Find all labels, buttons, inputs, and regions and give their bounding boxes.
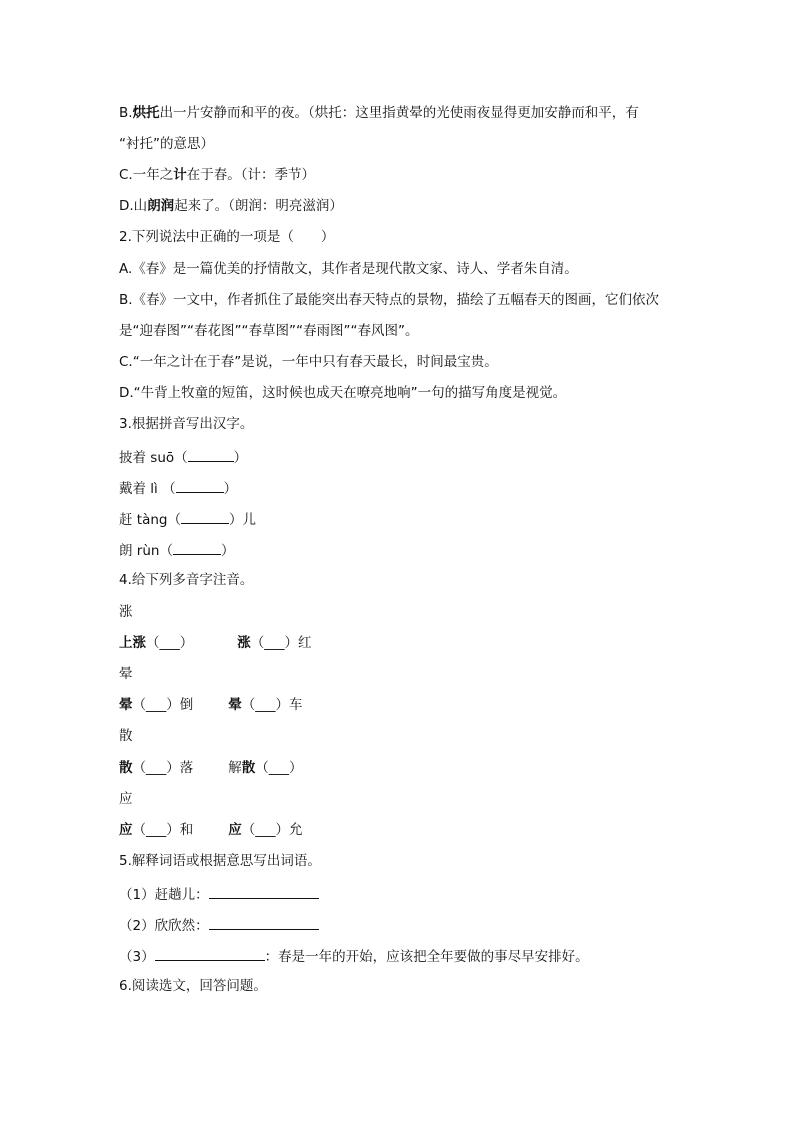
pinyin-close: ）儿 bbox=[228, 512, 256, 528]
pinyin-slot[interactable]: （___）车 bbox=[241, 697, 303, 713]
option-text: 起来了。（朗润：明亮滋润） bbox=[174, 198, 343, 214]
question-2-option-b-line2: 是“迎春图”“春花图”“春草图”“春雨图”“春风图”。 bbox=[119, 323, 419, 339]
option-b-line2: “衬托”的意思） bbox=[119, 136, 214, 152]
pinyin-prompt: 戴着 lì （ bbox=[119, 481, 176, 497]
answer-blank[interactable] bbox=[188, 447, 234, 462]
polyphone-char: 应 bbox=[119, 791, 133, 807]
option-text: D.山 bbox=[119, 198, 148, 214]
polyphone-row bbox=[119, 634, 312, 652]
pinyin-slot[interactable]: （___）落 bbox=[132, 760, 194, 776]
bold-term: 散 bbox=[241, 760, 256, 776]
answer-blank[interactable] bbox=[209, 884, 319, 899]
question-5: 5.解释词语或根据意思写出词语。 bbox=[119, 853, 321, 869]
pinyin-slot[interactable]: （___）和 bbox=[132, 822, 194, 838]
polyphone-row bbox=[119, 759, 303, 777]
pinyin-item bbox=[119, 478, 237, 498]
pinyin-slot[interactable]: （___） bbox=[255, 760, 303, 776]
pinyin-slot[interactable]: （___）允 bbox=[241, 822, 303, 838]
pinyin-close: ） bbox=[233, 450, 248, 466]
option-text: 出一片安静而和平的夜。（烘托：这里指黄晕的光使雨夜显得更加安静而和平，有 bbox=[159, 105, 639, 121]
pinyin-prompt: 披着 suō（ bbox=[119, 450, 188, 466]
pinyin-item bbox=[119, 540, 234, 560]
pinyin-prompt: 赶 tàng（ bbox=[119, 512, 181, 528]
answer-blank[interactable] bbox=[155, 946, 265, 961]
bold-term: 朗润 bbox=[147, 198, 175, 214]
answer-blank[interactable] bbox=[176, 478, 224, 493]
question-2-option-d: D.“牛背上牧童的短笛，这时候也成天在嘹亮地响”一句的描写角度是视觉。 bbox=[119, 385, 567, 401]
answer-blank[interactable] bbox=[181, 509, 229, 524]
pinyin-close: ） bbox=[223, 481, 238, 497]
vocab-item bbox=[119, 915, 319, 935]
option-text: C.一年之 bbox=[119, 167, 174, 183]
vocab-term: （2）欣欣然： bbox=[119, 918, 209, 934]
vocab-definition: ：春是一年的开始，应该把全年要做的事尽早安排好。 bbox=[264, 949, 589, 965]
option-c bbox=[119, 166, 315, 184]
polyphone-row bbox=[119, 696, 303, 714]
bold-term: 应 bbox=[228, 822, 242, 838]
question-4: 4.给下列多音字注音。 bbox=[119, 572, 254, 588]
answer-blank[interactable] bbox=[173, 540, 221, 555]
pinyin-slot[interactable]: （___） bbox=[146, 635, 194, 651]
polyphone-char: 涨 bbox=[119, 604, 133, 620]
term-prefix: 解 bbox=[228, 760, 242, 776]
bold-term: 应 bbox=[119, 822, 133, 838]
polyphone-char: 晕 bbox=[119, 666, 133, 682]
pinyin-close: ） bbox=[220, 543, 235, 559]
question-2-option-a: A.《春》是一篇优美的抒情散文，其作者是现代散文家、诗人、学者朱自清。 bbox=[119, 261, 578, 277]
bold-term: 散 bbox=[119, 760, 133, 776]
bold-term: 计 bbox=[173, 167, 187, 183]
option-text: 在于春。（计：季节） bbox=[186, 167, 315, 183]
polyphone-row bbox=[119, 821, 303, 839]
option-b-line1 bbox=[119, 104, 639, 122]
polyphone-char: 散 bbox=[119, 728, 133, 744]
bold-term: 晕 bbox=[119, 697, 133, 713]
question-2: 2.下列说法中正确的一项是（ ） bbox=[119, 229, 335, 245]
question-2-option-b-line1: B.《春》一文中，作者抓住了最能突出春天特点的景物，描绘了五幅春天的图画，它们依次 bbox=[119, 292, 660, 308]
bold-term: 烘托 bbox=[132, 105, 160, 121]
vocab-number: （3） bbox=[119, 949, 155, 965]
question-6: 6.阅读选文，回答问题。 bbox=[119, 978, 267, 994]
bold-term: 晕 bbox=[228, 697, 242, 713]
vocab-term: （1）赶趟儿： bbox=[119, 887, 209, 903]
bold-term: 涨 bbox=[237, 635, 251, 651]
question-3: 3.根据拼音写出汉字。 bbox=[119, 416, 254, 432]
pinyin-prompt: 朗 rùn（ bbox=[119, 543, 173, 559]
pinyin-item bbox=[119, 447, 247, 467]
option-d bbox=[119, 197, 343, 215]
pinyin-slot[interactable]: （___）倒 bbox=[132, 697, 194, 713]
answer-blank[interactable] bbox=[209, 915, 319, 930]
option-label: B. bbox=[119, 105, 133, 121]
pinyin-item bbox=[119, 509, 256, 529]
pinyin-slot[interactable]: （___）红 bbox=[250, 635, 312, 651]
vocab-item bbox=[119, 884, 319, 904]
question-2-option-c: C.“一年之计在于春”是说，一年中只有春天最长，时间最宝贵。 bbox=[119, 354, 498, 370]
vocab-item bbox=[119, 946, 589, 966]
bold-term: 上涨 bbox=[119, 635, 146, 651]
